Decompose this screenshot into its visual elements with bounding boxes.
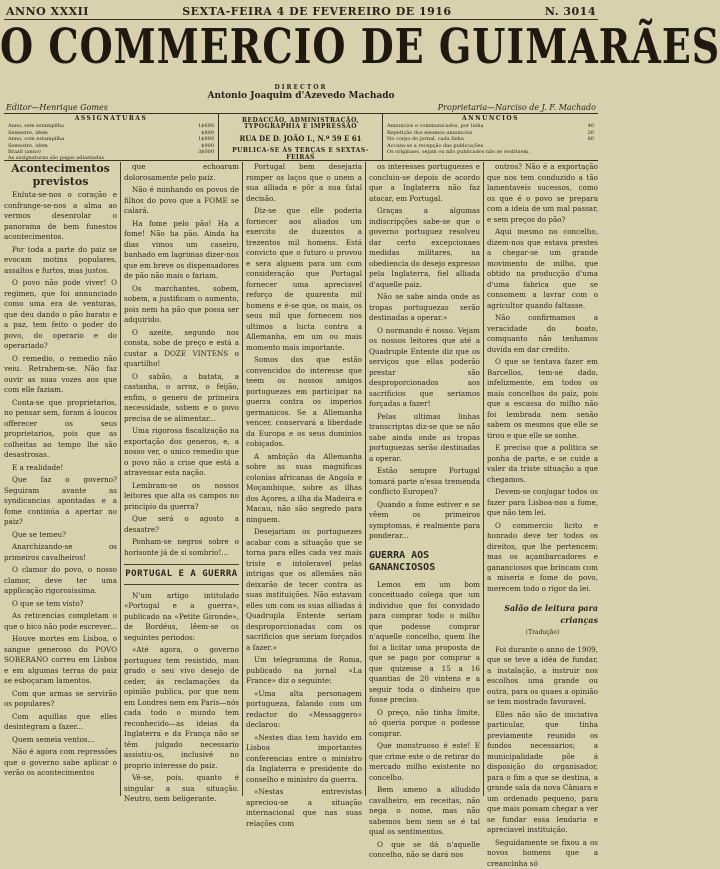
article-paragraph: Não se sabe ainda onde as tropas portuguezas serão destinadas a operar.» — [369, 292, 480, 324]
article-paragraph: Desejariam os portuguezes acabar com a situação que se torna para elles cada vez mais triste e intoleravel pelas intrigas que os allemães não deixarão de tecer contra as suas instituições. Não estavam elles um com os suas alliadas á Quadrupla Entente seriam desproporcionadas com os sacrificios que seriam forçados a fazer.» — [246, 527, 362, 653]
column-2-body — [124, 162, 239, 558]
article-paragraph: Vê-se, pois, quanto é singular a sua situação. Neutro, nem beligerante. — [124, 773, 239, 805]
article-paragraph: O preço, não tinha limite, só queria porque o podesse comprar. — [369, 708, 480, 740]
subscription-row: Brazil (anno) 3$000 — [8, 149, 214, 155]
article-paragraph: Estão sempre Portugal tomará parte n'essa tremenda conflicto Europeu? — [369, 466, 480, 498]
translation-note: (Tradução) — [487, 628, 598, 639]
ads-row: Accusa-se a recepção das publicações — [387, 143, 594, 149]
article-paragraph: os interesses portuguezes e concluiu-se depois de acordo que a Inglaterra não faz atacar, em Portugal. — [369, 162, 480, 204]
article-paragraph: Devem-se conjugar todos os fazer para Lisboa-nos a fome, que não tem lei. — [487, 487, 598, 519]
article-paragraph: Diz-se que elle poderia fornecer aos aliados um exercito de duzentos a trezentos mil homens. Está convicto que o futuro o provou e sera alguem para um com consideração que Portugal fornecer uma apreciavel reforço de quarenta mil homens e é-se que, os mais, os seus mil que fornecem nos ultimos a lucta contra a Allemanha, em um ou mais momento mais importante. — [246, 206, 362, 353]
office-address: RUA DE D. JOÃO I., N.º 59 E 61 — [223, 136, 378, 142]
column-2 — [124, 162, 239, 796]
article-paragraph: Pelas ultimas linhas transcriptas diz-se que se não sabe ainda onde as tropas portuguezas serão destinadas a operar. — [369, 412, 480, 465]
column-divider — [483, 162, 484, 796]
article-paragraph: «Uma alta personagem portugueza, falando com um redactor do «Messaggero» declarou: — [246, 689, 362, 731]
article-paragraph: Não é agora com repressões que o governo sabe aplicar o verão os acontecimentos — [4, 747, 117, 779]
info-strip — [4, 113, 598, 161]
subscription-row: Semestre, idem $900 — [8, 143, 214, 149]
article-paragraph: O azeite, segundo nos consta, sobe de preço e está a custar a DOZE VINTENS o quartilho! — [124, 328, 239, 370]
article-paragraph: Com aquillas que elles desintegram a fazer... — [4, 712, 117, 733]
director-name: Antonio Joaquim d'Azevedo Machado — [0, 91, 602, 101]
article-paragraph: O normando é nosso. Vejam os nossos leitores que até a Quadruple Entente diz que os serviços que ellas poderão prestar são desproporcionados aos sacrificios que seriamos forçadas a fazer! — [369, 326, 480, 410]
subscriptions-note: As assignaturas são pagas adiantadas — [8, 155, 214, 161]
article-paragraph: Ha fome pelo pão! Ha a fome! Não ha pão. Ainda ha dias vimos um caseiro, banhado em lagrimas dizer-nos que em breve os dispensadores de pão não mais o fariam. — [124, 219, 239, 282]
article-paragraph: Não confirmamos a veracidade do boato, comquanto não tenhamos duvida em dar credito. — [487, 313, 598, 355]
headline-salao-leitura: Salão de leitura para crianças — [487, 602, 598, 626]
column-3-body — [246, 162, 362, 829]
editor-line: Editor—Henrique Gomes — [6, 103, 108, 112]
column-3 — [246, 162, 362, 796]
issue-number: N. 3014 — [545, 5, 596, 18]
article-paragraph: Somos dos que estão convencidos do interesse que teem os nossos amigos portuguezes em participar na guerra contra os imperios germanicos. Se a Allemanha vencer, conservará a liberdade da Europa e os seus dominios cobiçados. — [246, 355, 362, 450]
subscription-row: Anno, sem estampilha 1$600 — [8, 123, 214, 129]
ads-note: Os originaes, sejam ou não publicados não se restituem. — [387, 149, 594, 155]
column-5-section-body — [487, 645, 598, 869]
article-paragraph: Enluta-se-nos o coração e confrange-se-nos a alma ao vermos desenrolar o panorama de bem funestos acontecimentos. — [4, 190, 117, 243]
ads-row: Repetição dos mesmos annuncios 20 — [387, 130, 594, 136]
column-4-body — [369, 162, 480, 542]
article-paragraph: Foi durante o anno de 1909, que se teve a idéa de fundar, a instalação, a instruir nos escolhos uma grande ou outra, para os quaes a opinião se tem mostrado favoravel. — [487, 645, 598, 708]
ads-row: No corpo do jornal, cada linha 60 — [387, 136, 594, 142]
article-paragraph: Que se temeu? — [4, 530, 117, 541]
subscription-row: Anno, com estampilha 1$800 — [8, 136, 214, 142]
issue-year: ANNO XXXII — [6, 5, 89, 18]
article-paragraph: O sabão, a batata, a castanha, o arroz, o feijão, enfim, o genero de primeira necessidade, sobem e o povo precisa de se alimentar... — [124, 372, 239, 425]
article-paragraph: Graças a algumas indiscripções sabe-se que o governo portuguez resolveu dar certo excepcionaes medidas militares, na obediencia do desejo expresso pela Inglaterra, fiel alliada d'aquelle paiz. — [369, 206, 480, 290]
column-2-section-body — [124, 591, 239, 805]
article-paragraph: Seguidamente se fixou a os novos homens que a creancinha só — [487, 838, 598, 869]
article-paragraph: Quando a fome estiver e se vêem os primeiros symptomas, é realmente para ponderar... — [369, 500, 480, 542]
article-paragraph: Aqui mesmo no concelho, dizem-nos que estava prestes a chegar-se um grande movimento de milho, que obtido na producção d'uma d'uma fabrica que se consomem a lavrar com o agricultor quando faltasse. — [487, 227, 598, 311]
article-paragraph: Que faz o governo? Seguiram avante as syndicancias apontadas e a fome continúa a apertar no paiz? — [4, 475, 117, 528]
article-paragraph: A ambição da Allemanha sobre as suas magnificas colonias africanas de Angola e Moçambique, sobre as ilhas dos Açores, a ilha da Madeira e Macau, não são segredo para ninguem. — [246, 452, 362, 526]
article-paragraph: O remedio, o remedio não veiu. Retrahem-se. Não faz ouvir as suas vozes aos que com elle faziam. — [4, 354, 117, 396]
article-paragraph: Não é minhando os povos de filhos do povo que a FOME se calará. — [124, 185, 239, 217]
article-paragraph: O que se dá n'aquelle concelho, não se dará nos — [369, 840, 480, 861]
headline-acontecimentos: Acontecimentos previstos — [4, 162, 117, 188]
subscription-row: Semestre, idem $800 — [8, 130, 214, 136]
column-1 — [4, 162, 117, 796]
article-paragraph: Houve mortes em Lisboa, o sangue generoso do POVO SOBERANO correu em Lisboa e em algumas terras do paiz se esboçaram lamentos. — [4, 634, 117, 687]
article-paragraph: N'um artigo intitulado «Portugal e a guerra», publicado na «Petite Gironde», de Bordéus, lêem-se os seguintes periodos: — [124, 591, 239, 644]
column-divider — [120, 162, 121, 796]
article-paragraph: Que será o agosto a desastre? — [124, 514, 239, 535]
column-divider — [365, 162, 366, 796]
article-paragraph: Lembram-se os nossos leitores que alta os campos no principio da guerra? — [124, 481, 239, 513]
article-paragraph: Ponham-se negros sobre o horisonte já de si sombrio!... — [124, 537, 239, 558]
column-5 — [487, 162, 598, 796]
column-5-body — [487, 162, 598, 594]
masthead-topbar — [6, 3, 596, 19]
issue-date: SEXTA-FEIRA 4 DE FEVEREIRO DE 1916 — [182, 5, 451, 18]
publication-days: PUBLICA-SE ÁS TERÇAS E SEXTAS-FEIRAS — [223, 148, 378, 161]
article-paragraph: Conta-se que proprietarios, no pensar sem, foram á loucos offerecer os seus proprietarios, pois que as colheitas ao tempo lhe são desastrosas. — [4, 398, 117, 461]
article-paragraph: O que se tem visto? — [4, 599, 117, 610]
director-block — [0, 84, 602, 101]
column-1-body — [4, 190, 117, 779]
article-paragraph: Anarchizando-se os primeiros cavalheiros! — [4, 542, 117, 563]
newspaper-title: O COMMERCIO DE GUIMARÃES — [0, 18, 602, 74]
article-paragraph: O povo não pode viver! O regimen, que foi annunciado como uma era de venturas, que deu dando o pão barato e a paz, tem feito o poder do povo, do operario e do operariado? — [4, 278, 117, 352]
ads-box — [383, 114, 598, 160]
subscriptions-title: ASSIGNATURAS — [8, 116, 214, 122]
article-paragraph: Os marchantes, sobem, sobem, a justificam o aumento, pois nem ha pão que possa ser adquirido. — [124, 284, 239, 326]
owner-line: Proprietaria—Narciso de J. F. Machado — [438, 103, 596, 112]
article-paragraph: outros? Não é a exportação que nos tem conduzido a tão lamentaveis sucessos, como os que é o povo se prepara com a ideia de um mal passar, e sem preços do pão? — [487, 162, 598, 225]
article-paragraph: Com que armas se servirão os populares? — [4, 689, 117, 710]
ads-title: ANNUNCIOS — [387, 116, 594, 122]
column-divider — [242, 162, 243, 796]
article-paragraph: Elles não são de iniciativa particular, que tinha previamente reunido os fundos necessarios; a municipalidade põe á disposição do organisador, para o fim a que se destina, a grande sala da nova Câmara e um ordenado pequeno, para que mais possam chegar a ver se fundar essa lendaria e apreciavel instituição. — [487, 710, 598, 836]
article-paragraph: O commercio licito e honrado deve ter todos os direitos, que lhe pertencem; mas os açambarcadores e gananciosos que brincam com a miseria e fome do povo, merecem todo o rigor da lei. — [487, 521, 598, 595]
ads-row: Annuncios e communicados, por linha 40 — [387, 123, 594, 129]
article-paragraph: Quem semeia ventos... — [4, 735, 117, 746]
subscriptions-box — [4, 114, 219, 160]
article-paragraph: E a realidade! — [4, 463, 117, 474]
article-columns — [4, 162, 598, 798]
article-paragraph: Lemos em um bom conceituado colega que um individuo que foi convidado para comprar todo o milho que podesse comprar n'aquelle concelho, quem lhe foi a licitar uma proposta de que se pago por comprar a que quizesse a 15 a 16 quantias de 20 vintens e a seguir toda o dinheiro que fosse preciso. — [369, 580, 480, 706]
article-paragraph: que echoaram dolorosamente pelo paiz. — [124, 162, 239, 183]
article-paragraph: Por toda a parte do paiz se evocam motins populares, assaltos e furtos, mas justos. — [4, 245, 117, 277]
article-paragraph: O clamor do povo, o nosso clamor, deve ter uma applicação rigorosissima. — [4, 565, 117, 597]
director-label: DIRECTOR — [0, 84, 602, 91]
article-paragraph: Bem ameno a alludido cavalheiro, em receitas, não nega o nome, mas não sabemos bem nem se é tal qual os sentimentos. — [369, 785, 480, 838]
headline-guerra-gananciosos: GUERRA AOS GANANCIOSOS — [369, 550, 480, 574]
article-paragraph: «Nestas entrevistas apreciou-se a situação internacional que nas suas relações com — [246, 787, 362, 829]
column-4-section-body — [369, 580, 480, 861]
headline-portugal-guerra: PORTUGAL E A GUERRA — [124, 564, 239, 585]
article-paragraph: Que monstruoso é este! E que crime este o de retirar do mercado milho existente no concelho. — [369, 741, 480, 783]
article-paragraph: Um telegramma de Roma, publicado na jornal «La France» diz o seguinte: — [246, 655, 362, 687]
office-line: REDACÇÃO, ADMINISTRAÇÃO, TYPOGRAPHIA E IMPRESSÃO — [223, 118, 378, 131]
article-paragraph: E preciso que a politica se ponha de parte, e se cuide a valer da triste situação a que chegamos. — [487, 443, 598, 485]
article-paragraph: «Nestes dias tem havido em Lisboa importantes conferencias entre o ministro da Inglaterra e presidente do conselho e ministro da guerra. — [246, 733, 362, 786]
article-paragraph: O que se tentava fazer em Barcellos, tem-se dado, infelizmente, em todos os mais concelhos do paiz, pois que a escassa do milho não foi lembrada nem senão sabem os mesmos que elle se tirou e que elle se sonhe. — [487, 357, 598, 441]
article-paragraph: «Até agora, o governo portuguez tem resistido, mau grado o seu vivo desejo de ceder, ás reclamações da opinião publica, por que nem em Londres nem em Paris—nós cada todo o mundo tem reconhecido—as ideias da Inglaterra e da França não se têm julgado necessario assistiu-os, inclusivé no proprio interesse do paiz. — [124, 645, 239, 771]
article-paragraph: As reticencias completam o que o bico não pode escrever... — [4, 611, 117, 632]
column-4 — [369, 162, 480, 796]
article-paragraph: Uma rigorosa fiscalização na exportação dos generos, e, a nosso ver, o unico remedio que o povo não a crise que está a atravessar esta nação. — [124, 426, 239, 479]
office-box — [219, 114, 383, 160]
article-paragraph: Portugal bem desejaria romper os laços que o unem a sua alliada e pôr a sua fatal decisão. — [246, 162, 362, 204]
